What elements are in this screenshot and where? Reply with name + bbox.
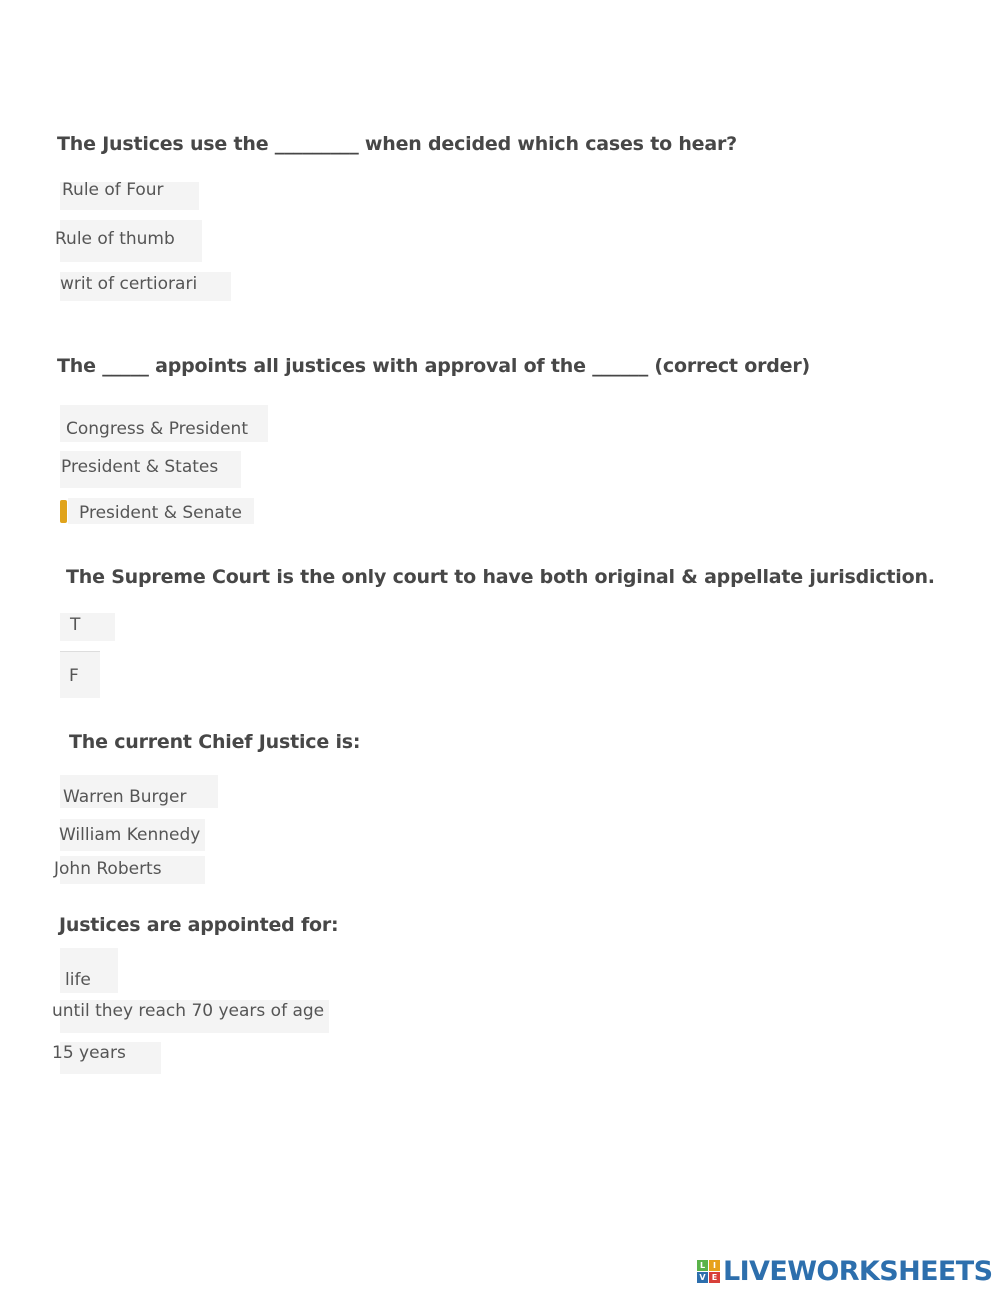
q2-option-congress-president[interactable] [60, 405, 268, 442]
logo-square-i: I [709, 1260, 720, 1271]
q5-option-15-years[interactable] [52, 1042, 161, 1074]
q1-option-rule-of-thumb[interactable] [55, 220, 202, 262]
logo-square-v: V [697, 1272, 708, 1283]
option-label: Warren Burger [63, 787, 187, 807]
option-label: John Roberts [54, 859, 162, 879]
q3-option-true[interactable] [60, 613, 115, 641]
option-label: Rule of Four [62, 180, 164, 200]
option-label: 15 years [52, 1043, 126, 1063]
option-label: William Kennedy [59, 825, 201, 845]
liveworksheets-logo-icon [697, 1260, 720, 1283]
option-label: T [70, 615, 81, 635]
selected-answer-marker [60, 500, 67, 523]
option-label: F [69, 666, 79, 686]
option-label: Rule of thumb [55, 229, 175, 249]
q4-option-john-roberts[interactable] [54, 856, 205, 884]
option-label: Congress & President [66, 419, 248, 439]
q2-option-president-states[interactable] [60, 451, 241, 488]
q4-option-william-kennedy[interactable] [60, 819, 205, 851]
logo-square-e: E [709, 1272, 720, 1283]
liveworksheets-logo [697, 1256, 992, 1286]
q5-option-until-70[interactable] [52, 1000, 329, 1033]
q1-option-writ-of-certiorari[interactable] [60, 272, 231, 301]
q4-option-warren-burger[interactable] [60, 775, 218, 808]
question-5-text: Justices are appointed for: [59, 914, 339, 936]
q5-option-life[interactable] [60, 948, 118, 993]
q3-option-false[interactable] [60, 652, 100, 698]
option-label: life [65, 970, 91, 990]
option-label: until they reach 70 years of age [52, 1001, 325, 1021]
logo-text: LIVEWORKSHEETS [723, 1255, 993, 1287]
option-label: President & States [61, 457, 219, 477]
logo-square-l: L [697, 1260, 708, 1271]
question-3-text: The Supreme Court is the only court to have both original & appellate jurisdiction. [66, 566, 935, 588]
q1-option-rule-of-four[interactable] [60, 182, 199, 210]
option-label: President & Senate [79, 503, 242, 523]
q2-option-president-senate[interactable] [68, 498, 254, 524]
option-label: writ of certiorari [60, 274, 198, 294]
question-1-text: The Justices use the _________ when decided which cases to hear? [57, 133, 737, 155]
question-2-text: The _____ appoints all justices with approval of the ______ (correct order) [57, 355, 810, 377]
question-4-text: The current Chief Justice is: [69, 731, 361, 753]
